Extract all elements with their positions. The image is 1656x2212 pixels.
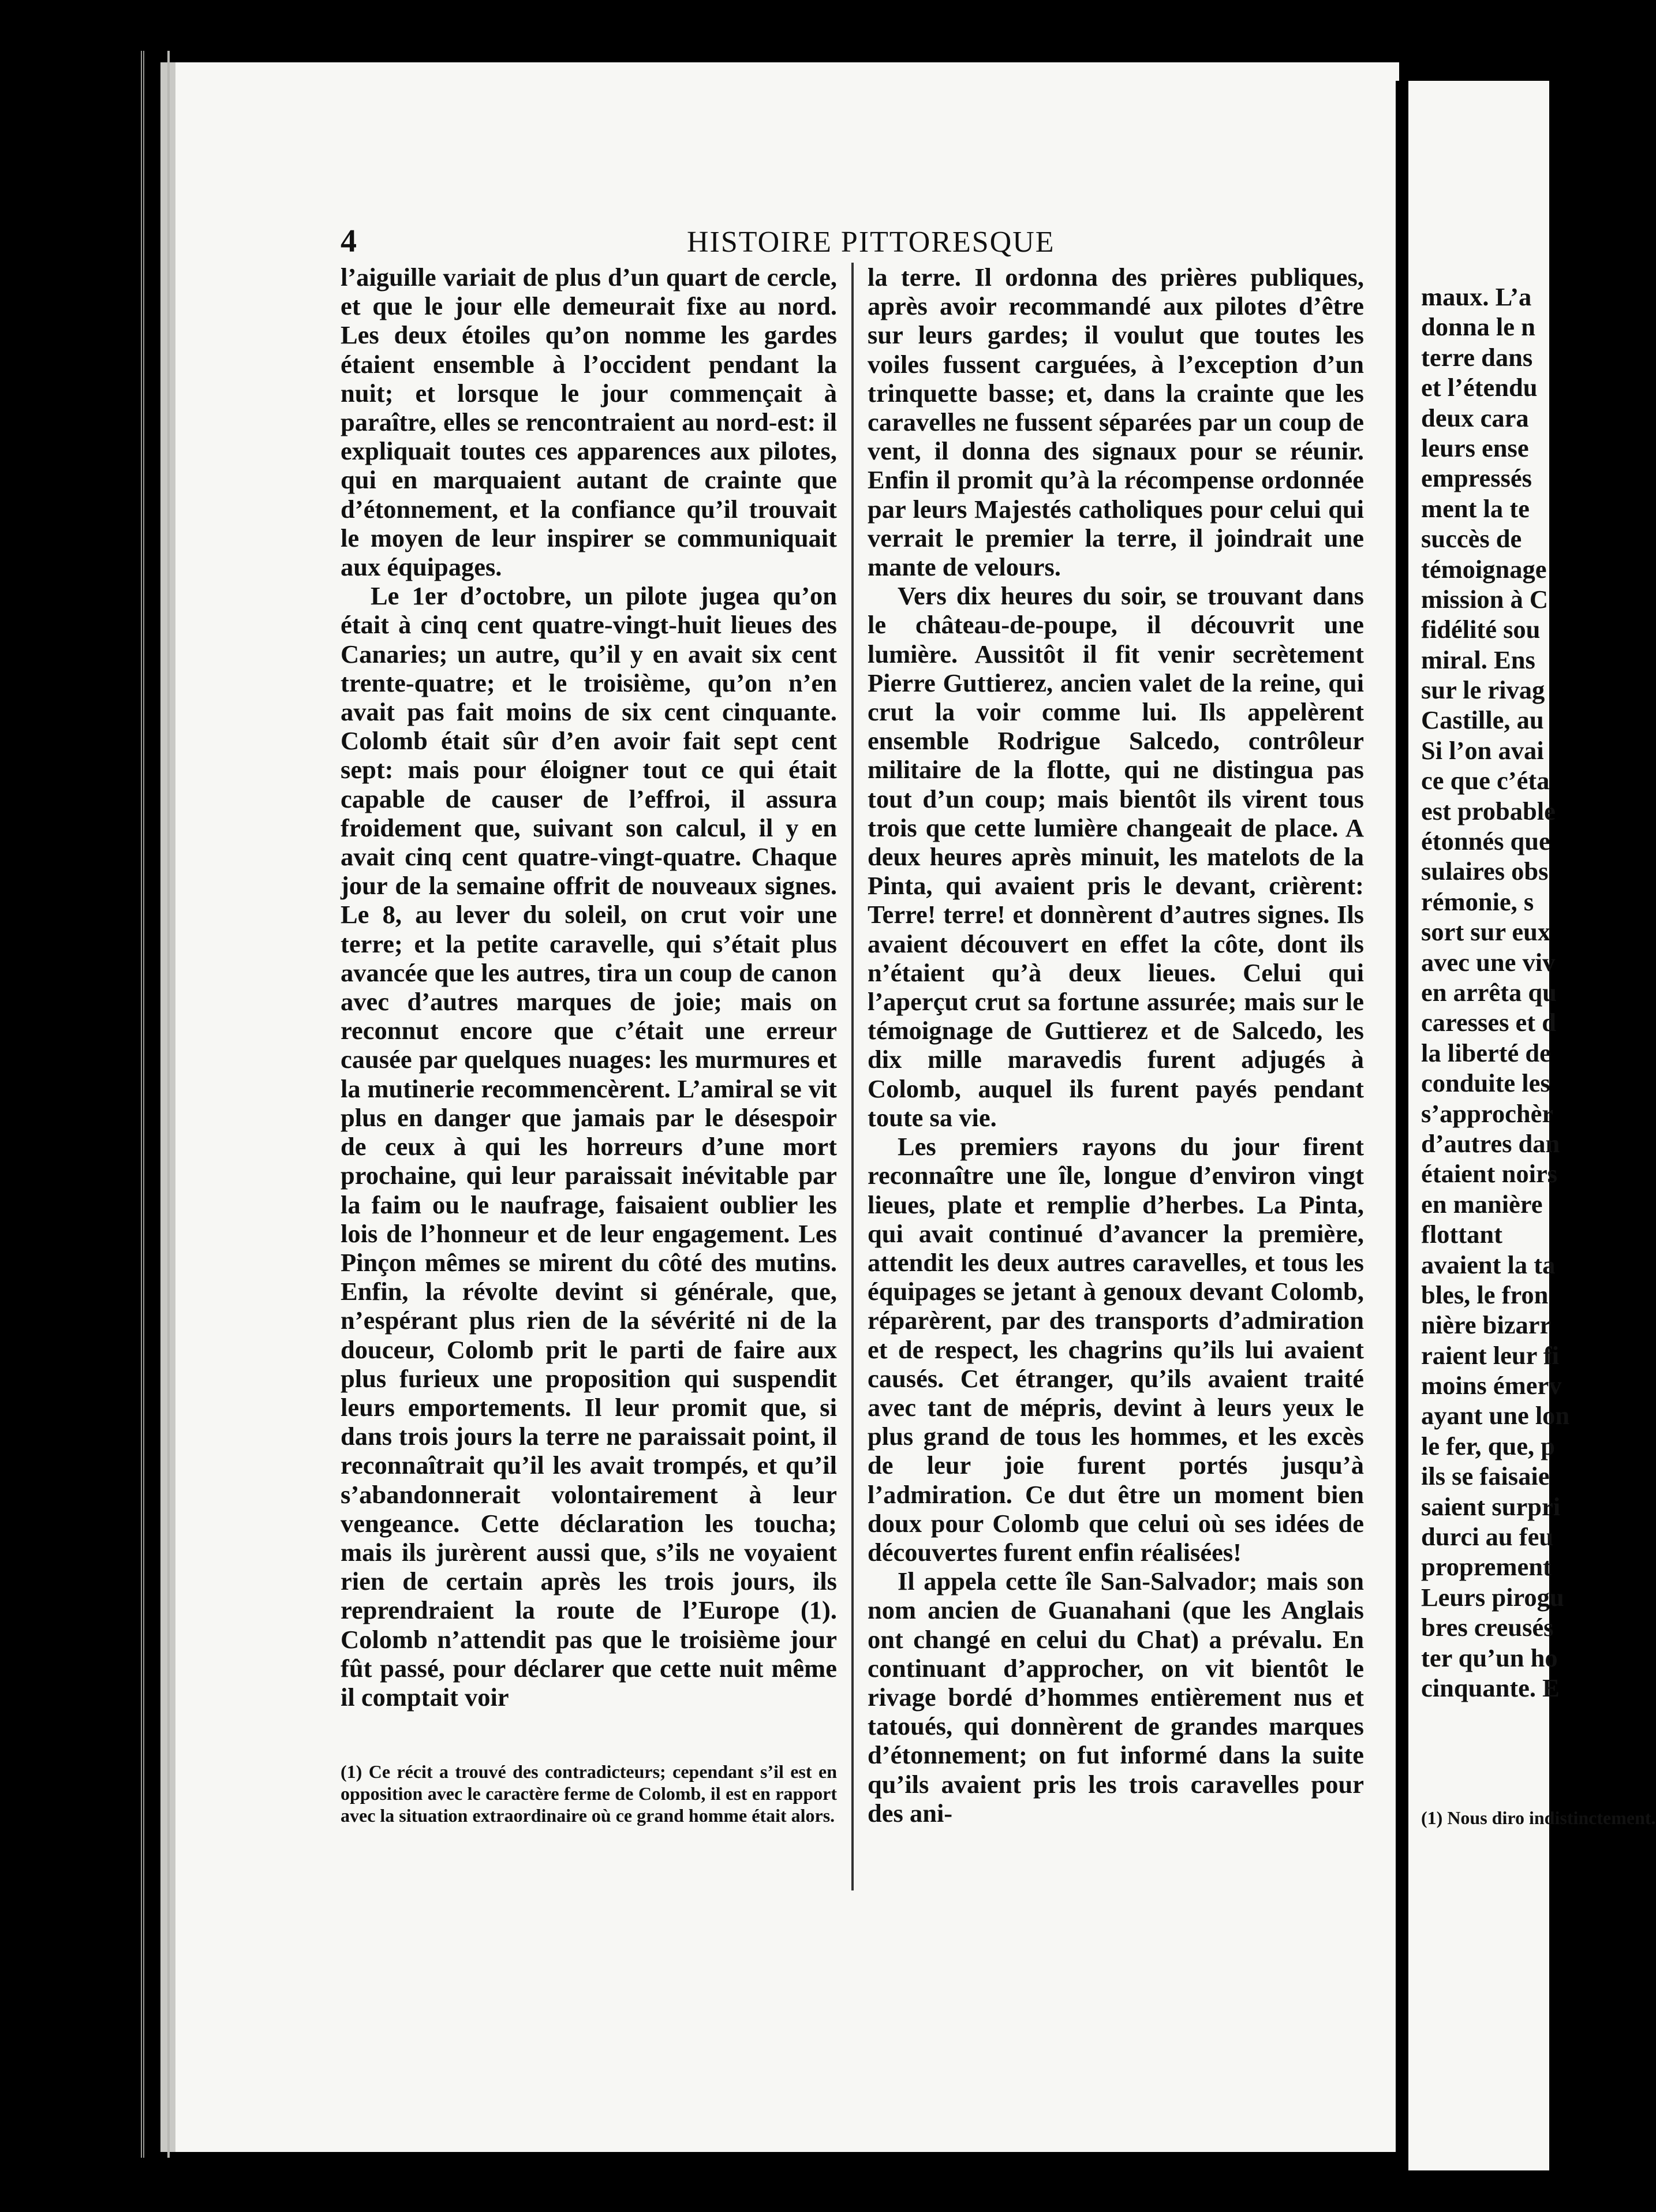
line-fragment: d’autres dan — [1421, 1129, 1560, 1158]
line-fragment: s’approchèr — [1421, 1098, 1554, 1128]
line-fragment: moins émerv — [1421, 1371, 1562, 1400]
line-fragment: et l’étendu — [1421, 373, 1538, 402]
page-number: 4 — [341, 223, 357, 259]
line-fragment: durci au feu — [1421, 1522, 1554, 1552]
line-fragment: flottant — [1421, 1220, 1502, 1249]
line-fragment: témoignage — [1421, 554, 1547, 584]
text-column-2 — [868, 263, 1364, 1828]
line-fragment: succès de — [1421, 524, 1522, 554]
line-fragment: cinquante. E — [1421, 1673, 1560, 1702]
line-fragment: en manière — [1421, 1189, 1543, 1219]
line-fragment: rémonie, s — [1421, 887, 1534, 916]
paragraph: la terre. Il ordonna des prières publiques, après avoir recommandé aux pilotes d’être sur leurs gardes; il voulut que toutes les voiles fussent carguées, à l’exception d’un trinquette basse; et, dans la crainte que les caravelles ne fussent séparées par un coup de vent, il donna des signaux pour se réunir. Enfin il promit qu’à la récompense ordonnée par leurs Majestés catholiques pour celui qui verrait le premier la terre, il joindrait une mante de velours. — [868, 263, 1364, 582]
text-column-3-fragment — [1421, 282, 1571, 1703]
line-fragment: donna le n — [1421, 312, 1535, 342]
line-fragment: la liberté de — [1421, 1038, 1551, 1067]
line-fragment: raient leur fi — [1421, 1340, 1559, 1370]
paragraph: Vers dix heures du soir, se trouvant dans le château-de-poupe, il découvrit une lumière. Aussitôt il fit venir secrètement Pierre Guttierez, ancien valet de la reine, qui crut la voir comme lui. Ils appelèrent ensemble Rodrigue Salcedo, contrôleur militaire de la flotte, qui ne distingua pas tout d’un coup; mais bientôt ils virent tous trois que cette lumière changeait de place. A deux heures après minuit, les matelots de la Pinta, qui avaient pris le devant, crièrent: Terre! terre! et donnèrent d’autres signes. Ils avaient découvert en effet la côte, dont ils n’étaient qu’à deux lieues. Celui qui l’aperçut crut sa fortune assurée; mais sur le témoignage de Guttierez et de Salcedo, les dix mille maravedis furent adjugés à Colomb, auquel ils furent payés pendant toute sa vie. — [868, 581, 1364, 1132]
footnote-fragment: (1) Nous diro indistinctement. — [1421, 1807, 1656, 1828]
line-fragment: deux cara — [1421, 403, 1529, 432]
line-fragment: sur le rivag — [1421, 675, 1545, 705]
line-fragment: le fer, que, p — [1421, 1431, 1555, 1460]
running-title: HISTOIRE PITTORESQUE — [687, 226, 1055, 259]
line-fragment: étaient noirs — [1421, 1159, 1558, 1189]
line-fragment: conduite les — [1421, 1068, 1550, 1098]
line-fragment: Leurs pirogu — [1421, 1582, 1564, 1612]
line-fragment: avaient la ta — [1421, 1250, 1556, 1279]
text-column-1 — [341, 263, 837, 1712]
line-fragment: Si l’on avai — [1421, 735, 1544, 765]
line-fragment: Castille, au — [1421, 705, 1544, 735]
line-fragment: terre dans — [1421, 342, 1533, 372]
line-fragment: ment la te — [1421, 494, 1530, 523]
column-divider — [851, 263, 854, 1890]
line-fragment: nière bizarr — [1421, 1310, 1552, 1340]
line-fragment: leurs ense — [1421, 433, 1529, 462]
line-fragment: bles, le fron — [1421, 1280, 1549, 1309]
footnote: (1) Ce récit a trouvé des contradicteurs; cependant s’il est en opposition avec le caractère ferme de Colomb, il est en rapport avec la situation extraordinaire où ce grand homme était alors. — [341, 1761, 837, 1826]
line-fragment: saient surpri — [1421, 1492, 1561, 1521]
line-fragment: proprement — [1421, 1552, 1552, 1582]
line-fragment: en arrêta qu — [1421, 977, 1557, 1007]
line-fragment: mission à C — [1421, 584, 1549, 614]
line-fragment: caresses et d — [1421, 1008, 1556, 1037]
line-fragment: ter qu’un ho — [1421, 1643, 1558, 1672]
page-gutter — [1396, 81, 1408, 2170]
line-fragment: sort sur eux — [1421, 917, 1551, 947]
line-fragment: ils se faisaie — [1421, 1462, 1550, 1491]
line-fragment: bres creusés — [1421, 1613, 1554, 1642]
line-fragment: est probable — [1421, 796, 1556, 825]
line-fragment: sulaires obs — [1421, 857, 1549, 886]
line-fragment: avec une viv — [1421, 947, 1556, 977]
line-fragment: ayant une lon — [1421, 1401, 1570, 1430]
paragraph: l’aiguille variait de plus d’un quart de cercle, et que le jour elle demeurait fixe au nord. Les deux étoiles qu’on nomme les gardes étaient ensemble à l’occident pendant la nuit; et lorsque le jour commençait à paraître, elles se rencontraient au nord-est: il expliquait toutes ces apparences aux pilotes, qui en marquaient autant de crainte que d’étonnement, et la confiance qu’il trouvait le moyen de leur inspirer se communiquait aux équipages. — [341, 263, 837, 582]
paragraph: Les premiers rayons du jour firent reconnaître une île, longue d’environ vingt lieues, plate et remplie d’herbes. La Pinta, qui avait continué d’avancer la première, attendit les deux autres caravelles, et tous les équipages se jetant à genoux devant Colomb, réparèrent, par des transports d’admiration et de respect, les chagrins qu’ils lui avaient causés. Cet étranger, qu’ils avaient traité avec tant de mépris, devint à leurs yeux le plus grand de tous les hommes, et les excès de leur joie furent portés jusqu’à l’admiration. Ce dut être un moment bien doux pour Colomb que celui où ses idées de découvertes furent enfin réalisées! — [868, 1132, 1364, 1567]
line-fragment: fidélité sou — [1421, 615, 1541, 644]
line-fragment: maux. L’a — [1421, 282, 1532, 311]
line-fragment: empressés — [1421, 464, 1532, 493]
line-fragment: miral. Ens — [1421, 645, 1535, 674]
paragraph: Le 1er d’octobre, un pilote jugea qu’on était à cinq cent quatre-vingt-huit lieues des Canaries; un autre, qu’il y en avait six cent trente-quatre; et le troisième, qu’on n’en avait pas fait moins de six cent cinquante. Colomb était sûr d’en avoir fait sept cent sept: mais pour éloigner tout ce qui était capable de causer de l’effroi, il assura froidement que, suivant son calcul, il y en avait cinq cent quatre-vingt-quatre. Chaque jour de la semaine offrit de nouveaux signes. Le 8, au lever du soleil, on crut voir une terre; et la petite caravelle, qui s’était plus avancée que les autres, tira un coup de canon avec d’autres marques de joie; mais on reconnut encore que c’était une erreur causée par quelques nuages: les murmures et la mutinerie recommencèrent. L’amiral se vit plus en danger que jamais par le désespoir de ceux à qui les horreurs d’une mort prochaine, qui leur paraissait inévitable par la faim ou le naufrage, faisaient oublier les lois de l’honneur et de leur engagement. Les Pinçon mêmes se mirent du côté des mutins. Enfin, la révolte devint si générale, que, n’espérant plus rien de la sévérité ni de la douceur, Colomb prit le parti de faire aux plus furieux une proposition qui suspendit leurs emportements. Il leur promit que, si dans trois jours la terre ne paraissait point, il reconnaîtrait qu’il les avait trompés, et qu’il s’abandonnerait volontairement à leur vengeance. Cette déclaration les toucha; mais ils jurèrent aussi que, s’ils ne voyaient rien de certain après les trois jours, ils reprendraient la route de l’Europe (1). Colomb n’attendit pas que le troisième jour fût passé, pour déclarer que cette nuit même il comptait voir — [341, 581, 837, 1712]
line-fragment: étonnés que — [1421, 827, 1550, 856]
paragraph: Il appela cette île San-Salvador; mais son nom ancien de Guanahani (que les Anglais ont changé en celui du Chat) a prévalu. En continuant d’approcher, on vit bientôt le rivage bordé d’hommes entièrement nus et tatoués, qui donnèrent de grandes marques d’étonnement; on fut informé dans la suite qu’ils avaient pris les trois caravelles pour des ani- — [868, 1567, 1364, 1828]
line-fragment: ce que c’éta — [1421, 766, 1550, 795]
